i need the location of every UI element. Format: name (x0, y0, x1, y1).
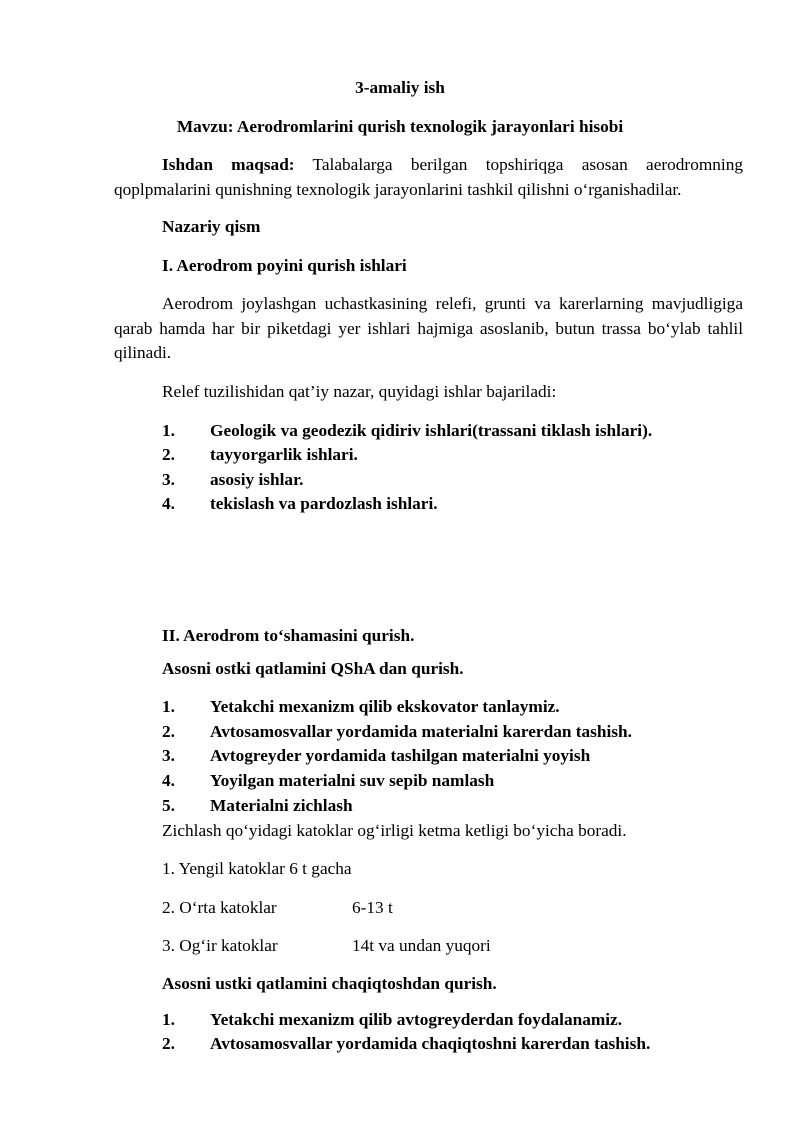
list-item: Yoyilgan materialni suv sepib namlash (210, 771, 495, 790)
topic-heading: Mavzu: Aerodromlarini qurish texnologik jarayonlari hisobi (176, 117, 624, 136)
goal-label: Ishdan maqsad: (162, 155, 295, 174)
list-item-number: 1. (162, 421, 175, 440)
compaction-note: Zichlash qo‘yidagi katoklar og‘irligi ketma ketligi bo‘yicha boradi. (162, 821, 627, 840)
list-item-number: 2. (162, 722, 175, 741)
list-item: tayyorgarlik ishlari. (210, 445, 358, 464)
goal-text: Talabalarga berilgan topshiriqga asosan aerodromning qoplpmalarini qunishning texnologik jarayonlarini tashkil qilishni o‘rganishadilar. (114, 155, 743, 199)
goal-paragraph (114, 153, 743, 202)
roller-name: 1. Yengil katoklar 6 t gacha (162, 859, 352, 878)
list-item-number: 1. (162, 697, 175, 716)
list-item-number: 4. (162, 494, 175, 513)
list-item: Yetakchi mexanizm qilib ekskovator tanlaymiz. (210, 697, 560, 716)
section1-heading: I. Aerodrom poyini qurish ishlari (162, 256, 407, 275)
list-item: tekislash va pardozlash ishlari. (210, 494, 438, 513)
list-item-number: 4. (162, 771, 175, 790)
roller-name: 2. O‘rta katoklar (162, 898, 277, 917)
roller-name: 3. Og‘ir katoklar (162, 936, 278, 955)
roller-weight: 14t va undan yuqori (352, 936, 491, 955)
list-item-number: 5. (162, 796, 175, 815)
section1-paragraph: Aerodrom joylashgan uchastkasining relefi, grunti va karerlarning mavjudligiga qarab hamda har bir piketdagi yer ishlari hajmiga asoslanib, butun trassa bo‘ylab tahlil qilinadi. (114, 294, 743, 362)
list-item: Avtosamosvallar yordamida materialni karerdan tashish. (210, 722, 632, 741)
document-title: 3-amaliy ish (355, 78, 445, 97)
list-item: Avtosamosvallar yordamida chaqiqtoshni karerdan tashish. (210, 1034, 651, 1053)
section2-heading: II. Aerodrom to‘shamasini qurish. (162, 626, 415, 645)
list-item: Materialni zichlash (210, 796, 353, 815)
list-item-number: 2. (162, 1034, 175, 1053)
list-item-number: 2. (162, 445, 175, 464)
roller-weight: 6 t gacha (289, 859, 352, 878)
list-item: Yetakchi mexanizm qilib avtogreyderdan foydalanamiz. (210, 1010, 623, 1029)
list-item: Geologik va geodezik qidiriv ishlari(trassani tiklash ishlari). (210, 421, 653, 440)
section1-intro: Relef tuzilishidan qat’iy nazar, quyidagi ishlar bajariladi: (162, 382, 557, 401)
list-item-number: 3. (162, 746, 175, 765)
list-item-number: 1. (162, 1010, 175, 1029)
roller-weight: 6-13 t (352, 898, 393, 917)
list-item-number: 3. (162, 470, 175, 489)
list-item: asosiy ishlar. (210, 470, 304, 489)
list-item: Avtogreyder yordamida tashilgan materialni yoyish (210, 746, 591, 765)
section2-subheading-lower-layer: Asosni ostki qatlamini QShA dan qurish. (162, 659, 464, 678)
section2-subheading-upper-layer: Asosni ustki qatlamini chaqiqtoshdan qurish. (162, 974, 497, 993)
theory-heading: Nazariy qism (162, 217, 261, 236)
